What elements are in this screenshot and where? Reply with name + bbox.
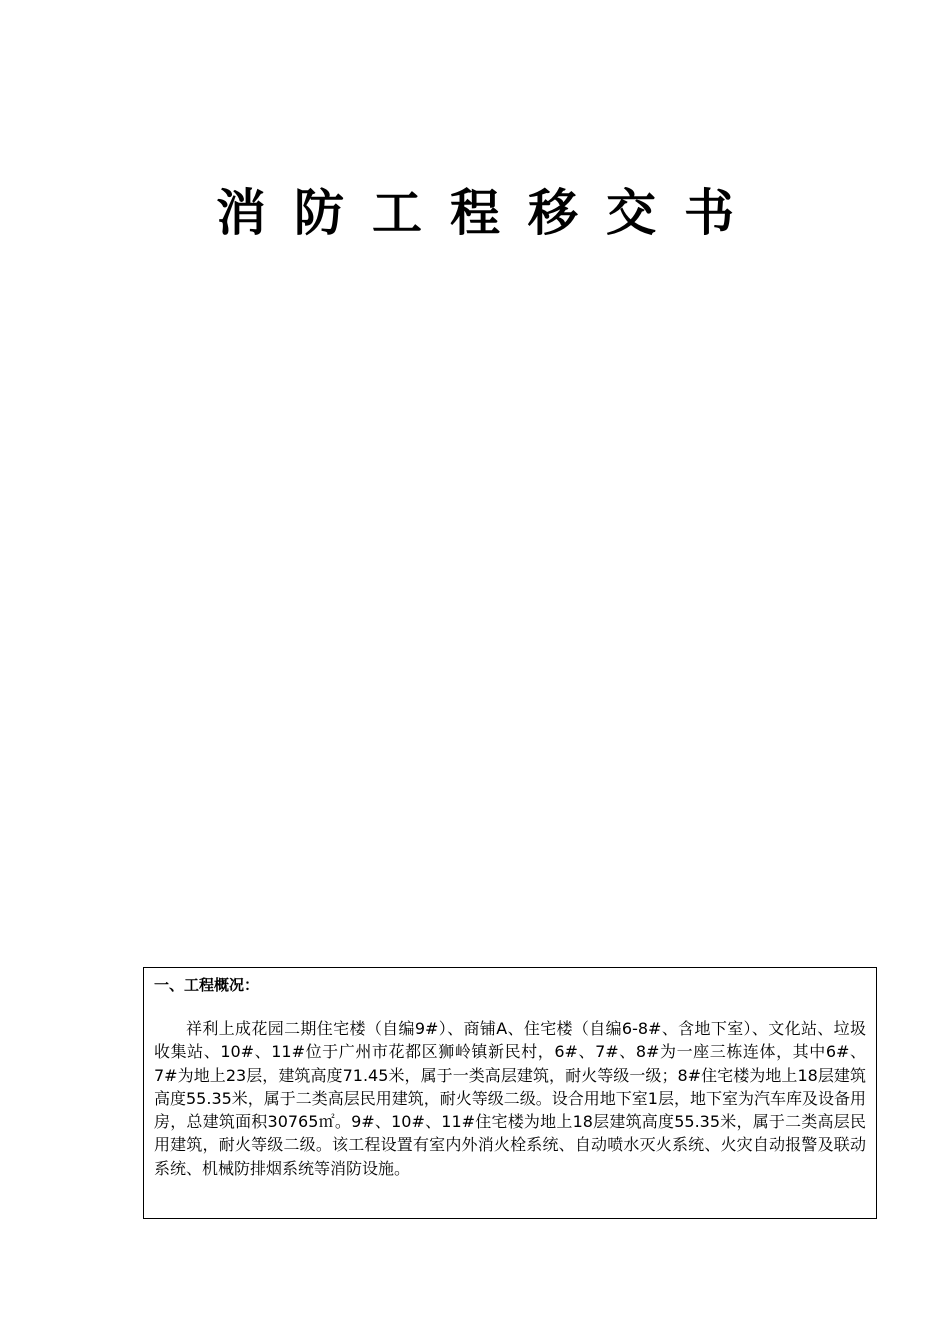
overview-heading: 一、工程概况：: [154, 976, 260, 994]
overview-body-text: 祥利上成花园二期住宅楼（自编9#）、商铺A、住宅楼（自编6-8#、含地下室）、文化站、垃圾收集站、10#、11#位于广州市花都区狮岭镇新民村，6#、7#、8#为一座三栋连体，其中6#、7#为地上23层，建筑高度71.45米，属于一类高层建筑，耐火等级一级；8#住宅楼为地上18层建筑高度55.35米，属于二类高层民用建筑，耐火等级二级。设合用地下室1层，地下室为汽车库及设备用房，总建筑面积30765㎡。9#、10#、11#住宅楼为地上18层建筑高度55.35米，属于二类高层民用建筑，耐火等级二级。该工程设置有室内外消火栓系统、自动喷水灭火系统、火灾自动报警及联动系统、机械防排烟系统等消防设施。: [154, 1019, 866, 1178]
project-overview-box: [143, 967, 877, 1219]
document-title: 消防工程移交书: [216, 183, 762, 242]
